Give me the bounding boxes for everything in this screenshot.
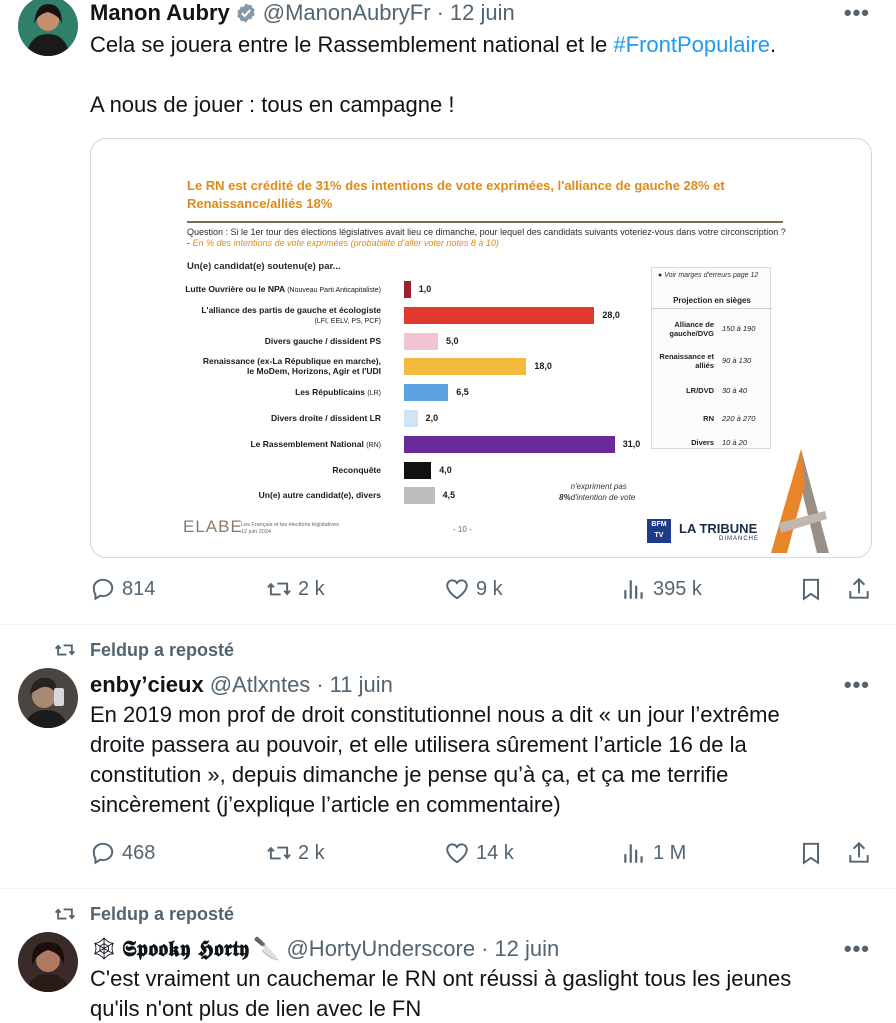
views-button[interactable]: [621, 576, 702, 602]
author-handle[interactable]: @Atlxntes: [209, 672, 311, 697]
tweet-text-line: constitution », depuis dimanche je pense qu’à ça, et ça me terrifie: [90, 762, 729, 787]
bar-value-label: 5,0: [446, 335, 459, 346]
reply-icon: [90, 576, 116, 602]
repost-button[interactable]: [266, 840, 325, 866]
bar-label-detail: (Nouveau Parti Anticapitaliste): [287, 287, 381, 294]
bar-label: [259, 490, 381, 500]
bar-label: [203, 356, 381, 376]
projection-value: 90 à 130: [722, 356, 752, 365]
avatar[interactable]: [18, 932, 78, 992]
bookmark-icon: [798, 576, 824, 602]
bar-label: [265, 336, 381, 346]
error-margin-note: ● Voir marges d'erreurs page 12: [658, 272, 759, 279]
la-tribune-logo: LA TRIBUNE: [679, 521, 758, 536]
tweet-date[interactable]: 11 juin: [329, 672, 393, 697]
views-icon: [621, 576, 647, 602]
tweet-actions: [90, 576, 880, 608]
author-handle[interactable]: @ManonAubryFr: [262, 0, 431, 25]
projection-label: Renaissance et alliés: [659, 352, 714, 370]
author-handle[interactable]: @HortyUnderscore: [286, 936, 476, 961]
view-count: 1 M: [653, 841, 687, 864]
bar-label: [271, 413, 381, 423]
repost-label: Feldup a reposté: [90, 903, 235, 924]
projection-value: 220 à 270: [722, 414, 756, 423]
repost-icon: [54, 903, 76, 925]
author-name[interactable]: enby’cieux: [90, 672, 204, 697]
projection-label: Alliance de gauche/DVG: [669, 320, 714, 338]
tweet-text: [90, 30, 850, 60]
share-icon: [846, 576, 872, 602]
tweet-separator: [0, 624, 896, 625]
bar-value-label: 28,0: [602, 309, 620, 320]
separator-dot: ·: [436, 0, 444, 25]
source-caption-line: 12 juin 2024: [241, 529, 271, 535]
views-button[interactable]: [621, 840, 686, 866]
knife-emoji-icon: 🔪: [253, 936, 281, 961]
verified-badge-icon: [235, 2, 257, 24]
bar-value-label: 4,0: [439, 464, 452, 475]
views-icon: [621, 840, 647, 866]
author-name[interactable]: 𝕾𝖕𝖔𝖔𝖐𝖞 𝕳𝖔𝖗𝖙𝖞: [121, 936, 250, 962]
abstain-note: [559, 481, 663, 503]
bookmark-icon: [798, 840, 824, 866]
bar-value-label: 31,0: [622, 438, 641, 449]
like-count: 14 k: [476, 841, 514, 864]
tweet-text-line: sincèrement (j’explique l’article en commentaire): [90, 792, 561, 817]
bar-value-label: 1,0: [418, 284, 432, 294]
heart-icon: [444, 840, 470, 866]
repost-button[interactable]: [266, 576, 325, 602]
tweet-date[interactable]: 12 juin: [494, 936, 560, 961]
tweet-text-line: droite passera au pouvoir, et elle utilisera sûrement l’article 16 de la: [90, 732, 747, 757]
separator-dot: ·: [481, 936, 489, 961]
reply-button[interactable]: [90, 576, 155, 602]
projection-label: RN: [703, 414, 714, 423]
bar-value-label: 18,0: [534, 361, 552, 372]
chart-title-rule: [187, 221, 783, 223]
reply-icon: [90, 840, 116, 866]
tweet-text-part: Cela se jouera entre le Rassemblement national et le: [90, 32, 614, 57]
repost-indicator[interactable]: [54, 639, 234, 661]
bar-value-label: 6,5: [456, 387, 469, 398]
tweet-text: [90, 700, 880, 820]
bar-label-main: Les Républicains: [295, 387, 365, 398]
projection-title: Projection en sièges: [652, 296, 772, 309]
la-tribune-sub: DIMANCHE: [719, 536, 760, 542]
reply-count: 814: [122, 577, 156, 600]
repost-indicator[interactable]: [54, 903, 234, 925]
chart-question-note: En % des intentions de vote exprimées (probabilité d'aller voter notes 8 à 10): [192, 238, 499, 248]
bar-value-label: 4,5: [442, 490, 456, 501]
repost-count: 2 k: [298, 577, 325, 600]
projection-value: 30 à 40: [722, 386, 748, 395]
more-options-icon[interactable]: •••: [843, 936, 870, 961]
bar-label-main: L'alliance des partis de gauche et écologiste: [201, 304, 381, 315]
avatar[interactable]: [18, 0, 78, 56]
tweet-text-line2: A nous de jouer : tous en campagne !: [90, 92, 455, 117]
like-button[interactable]: [444, 840, 514, 866]
repost-icon: [54, 639, 76, 661]
bar: [404, 462, 431, 479]
share-icon: [846, 840, 872, 866]
bar: [404, 307, 594, 324]
projection-label: Divers: [691, 438, 714, 447]
author-name[interactable]: Manon Aubry: [90, 0, 230, 25]
projection-box: [651, 267, 771, 449]
more-options-icon[interactable]: •••: [843, 0, 870, 25]
source-caption: [241, 522, 339, 536]
bar-label-detail: (LR): [367, 390, 381, 398]
separator-dot: ·: [316, 672, 324, 697]
chart-image-card[interactable]: [90, 138, 872, 558]
tweet-separator: [0, 888, 896, 889]
chart-title: Le RN est crédité de 31% des intentions de vote exprimées, l'alliance de gauche 28% et Renaissance/alliés 18%: [187, 178, 725, 211]
tweet-spooky-horty[interactable]: [0, 932, 896, 1023]
bar: [404, 358, 526, 375]
chart-question-text: Question : Si le 1er tour des élections législatives avait lieu ce dimanche, pour lequel des candidats suivants voteriez-vous dans votre circonscription ? -: [187, 227, 786, 248]
projection-label: LR/DVD: [686, 386, 714, 395]
avatar[interactable]: [18, 668, 78, 728]
heart-icon: [444, 576, 470, 602]
bar-label-detail: (RN): [366, 441, 381, 449]
bar-label: [185, 284, 381, 296]
source-caption-line: Les Français et les élections législatives: [241, 522, 339, 528]
spiderweb-emoji-icon: 🕸: [90, 936, 118, 961]
reply-count: 468: [122, 841, 156, 864]
bar-label-main: Le Rassemblement National: [250, 438, 364, 449]
share-button[interactable]: [846, 576, 878, 602]
projection-value: 150 à 190: [722, 324, 756, 333]
error-note-text: Voir marges d'erreurs page 12: [664, 272, 759, 279]
repost-icon: [266, 576, 292, 602]
bar-label-main: Lutte Ouvrière ou le NPA: [185, 284, 285, 294]
like-button[interactable]: [444, 576, 503, 602]
tweet-text-line: C'est vraiment un cauchemar le RN ont réussi à gaslight tous les jeunes: [90, 966, 792, 991]
tweet-date[interactable]: 12 juin: [449, 0, 515, 25]
bar-label-main: Un(e) autre candidat(e), divers: [258, 490, 381, 501]
bar-label-detail: (LFI, EELV, PS, PCF): [314, 317, 381, 325]
bfmtv-logo: BFM TV: [647, 519, 671, 543]
reply-button[interactable]: [90, 840, 155, 866]
decorative-a-logo: [765, 449, 835, 553]
bar-label-main: Reconquête: [332, 464, 381, 475]
tweet-text-part: .: [769, 32, 777, 57]
bar: [404, 410, 418, 427]
bar: [404, 436, 615, 453]
elabe-logo: ELABE: [183, 517, 243, 536]
like-count: 9 k: [476, 577, 503, 600]
repost-count: 2 k: [298, 841, 325, 864]
hashtag-link[interactable]: #FrontPopulaire: [613, 32, 770, 57]
tweet-text: [90, 964, 880, 1023]
bookmark-button[interactable]: [798, 840, 830, 866]
bar-value-label: 2,0: [425, 413, 439, 423]
share-button[interactable]: [846, 840, 878, 866]
repost-icon: [266, 840, 292, 866]
bar: [404, 487, 435, 504]
bar-label-main: Renaissance (ex-La République en marche),: [202, 356, 381, 367]
chart-question: [187, 227, 787, 249]
bookmark-button[interactable]: [798, 576, 830, 602]
tweet-enbycieux[interactable]: [0, 668, 896, 888]
bar-label: [295, 387, 381, 399]
bar-label-main: Divers droite / dissident LR: [270, 413, 381, 423]
bar-label: [332, 465, 381, 475]
tweet-text-line: En 2019 mon prof de droit constitutionnel nous a dit « un jour l’extrême: [90, 702, 780, 727]
bar-label: [201, 305, 381, 327]
chart-subtitle: Un(e) candidat(e) soutenu(e) par...: [187, 261, 341, 272]
tweet-text-line: qu'ils n'ont plus de lien avec le FN: [90, 996, 422, 1021]
bar-label-main: Divers gauche / dissident PS: [264, 335, 381, 346]
bar: [404, 384, 448, 401]
page-number: - 10 -: [453, 525, 472, 534]
view-count: 395 k: [653, 577, 702, 600]
projection-value: 10 à 20: [722, 438, 748, 447]
bar-label-detail: le MoDem, Horizons, Agir et l'UDI: [247, 366, 381, 377]
bar: [404, 281, 411, 298]
bar: [404, 333, 438, 350]
abstain-percent: 8%: [559, 493, 571, 502]
repost-label: Feldup a reposté: [90, 639, 235, 660]
tweet-actions: [90, 840, 880, 872]
bar-label: [250, 439, 381, 451]
abstain-text: n'expriment pas d'intention de vote: [570, 482, 636, 502]
more-options-icon[interactable]: •••: [843, 672, 870, 697]
